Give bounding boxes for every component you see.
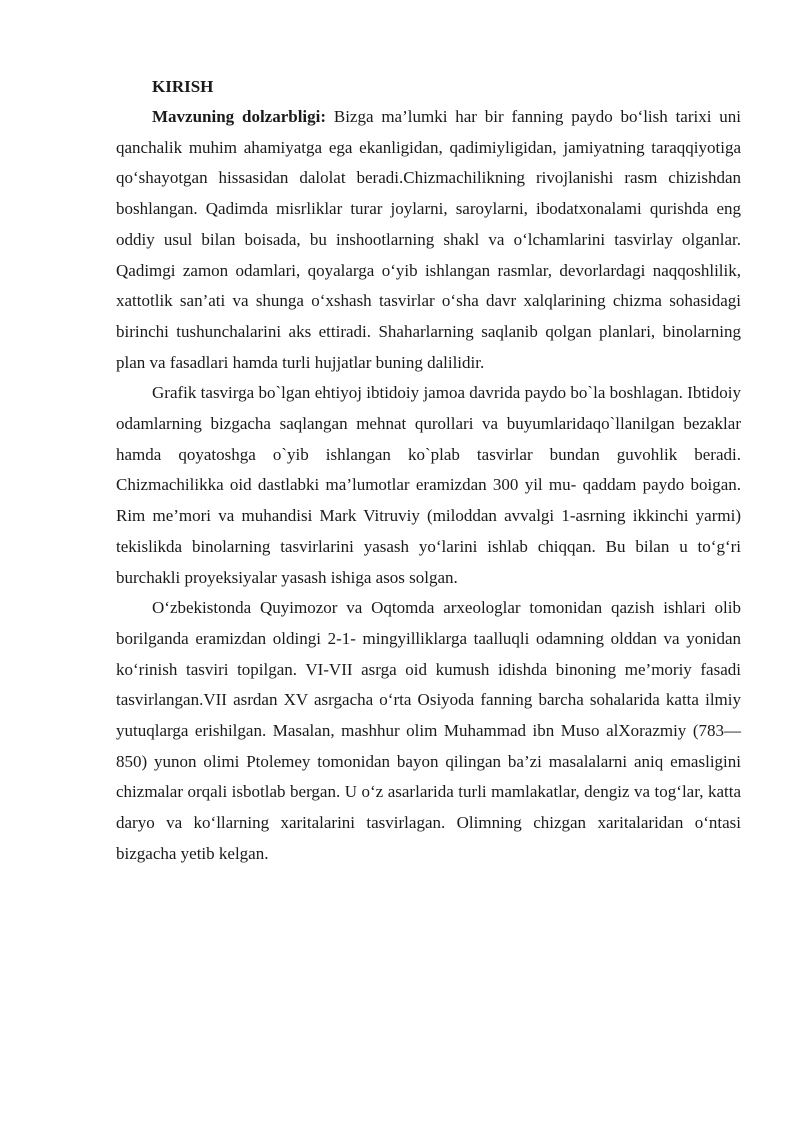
paragraph-graphic-origins [116, 378, 741, 593]
paragraph-relevance [116, 102, 741, 378]
document-page [116, 72, 741, 870]
paragraph-uzbekistan-history [116, 593, 741, 869]
paragraph-text: O‘zbekistonda Quyimozor va Oqtomda arxeologlar tomonidan qazish ishlari olib borilganda eramizdan oldingi 2-1- mingyilliklarga taalluqli odamning olddan va yonidan ko‘rinish tasviri topilgan. VI-VII asrga oid kumush idishda binoning me’moriy fasadi tasvirlangan.VII asrdan XV asrgacha o‘rta Osiyoda fanning barcha sohalarida katta ilmiy yutuqlarga erishilgan. Masalan, mashhur olim Muhammad ibn Muso alXorazmiy (783—850) yunon olimi Ptolemey tomonidan bayon qilingan ba’zi masalalarni aniq emasligini chizmalar orqali isbotlab bergan. U o‘z asarlarida turli mamlakatlar, dengiz va tog‘lar, katta daryo va ko‘llarning xaritalarini tasvirlagan. Olimning chizgan xaritalaridan o‘ntasi bizgacha yetib kelgan. [116, 598, 741, 863]
paragraph-text: Bizga ma’lumki har bir fanning paydo bo‘lish tarixi uni qanchalik muhim ahamiyatga ega ekanligidan, qadimiyligidan, jamiyatning taraqqiyotiga qo‘shayotgan hissasidan dalolat beradi.Chizmachilikning rivojlanishi rasm chizishdan boshlangan. Qadimda misrliklar turar joylarni, saroylarni, ibodatxonalami qurishda eng oddiy usul bilan boisada, bu inshootlarning shakl va o‘lchamlarini tasvirlay olganlar. Qadimgi zamon odamlari, qoyalarga o‘yib ishlangan rasmlar, devorlardagi naqqoshlilik, xattotlik san’ati va shunga o‘xshash tasvirlar o‘sha davr xalqlarining chizma sohasidagi birinchi tushunchalarini aks ettiradi. Shaharlarning saqlanib qolgan planlari, binolarning plan va fasadlari hamda turli hujjatlar buning dalilidir. [116, 107, 741, 372]
paragraph-text: Grafik tasvirga bo`lgan ehtiyoj ibtidoiy jamoa davrida paydo bo`la boshlagan. Ibtidoiy odamlarning bizgacha saqlangan mehnat qurollari va buyumlaridaqo`llanilgan bezaklar hamda qoyatoshga o`yib ishlangan ko`plab tasvirlar bundan guvohlik beradi. Chizmachilikka oid dastlabki ma’lumotlar eramizdan 300 yil mu- qaddam paydo boigan. Rim me’mori va muhandisi Mark Vitruviy (miloddan avvalgi 1-asrning ikkinchi yarmi) tekislikda binolarning tasvirlarini yasash yo‘larini ishlab chiqqan. Bu bilan u to‘g‘ri burchakli proyeksiyalar yasash ishiga asos solgan. [116, 383, 741, 587]
paragraph-lead: Mavzuning dolzarbligi: [152, 107, 327, 126]
section-heading: KIRISH [152, 77, 214, 96]
